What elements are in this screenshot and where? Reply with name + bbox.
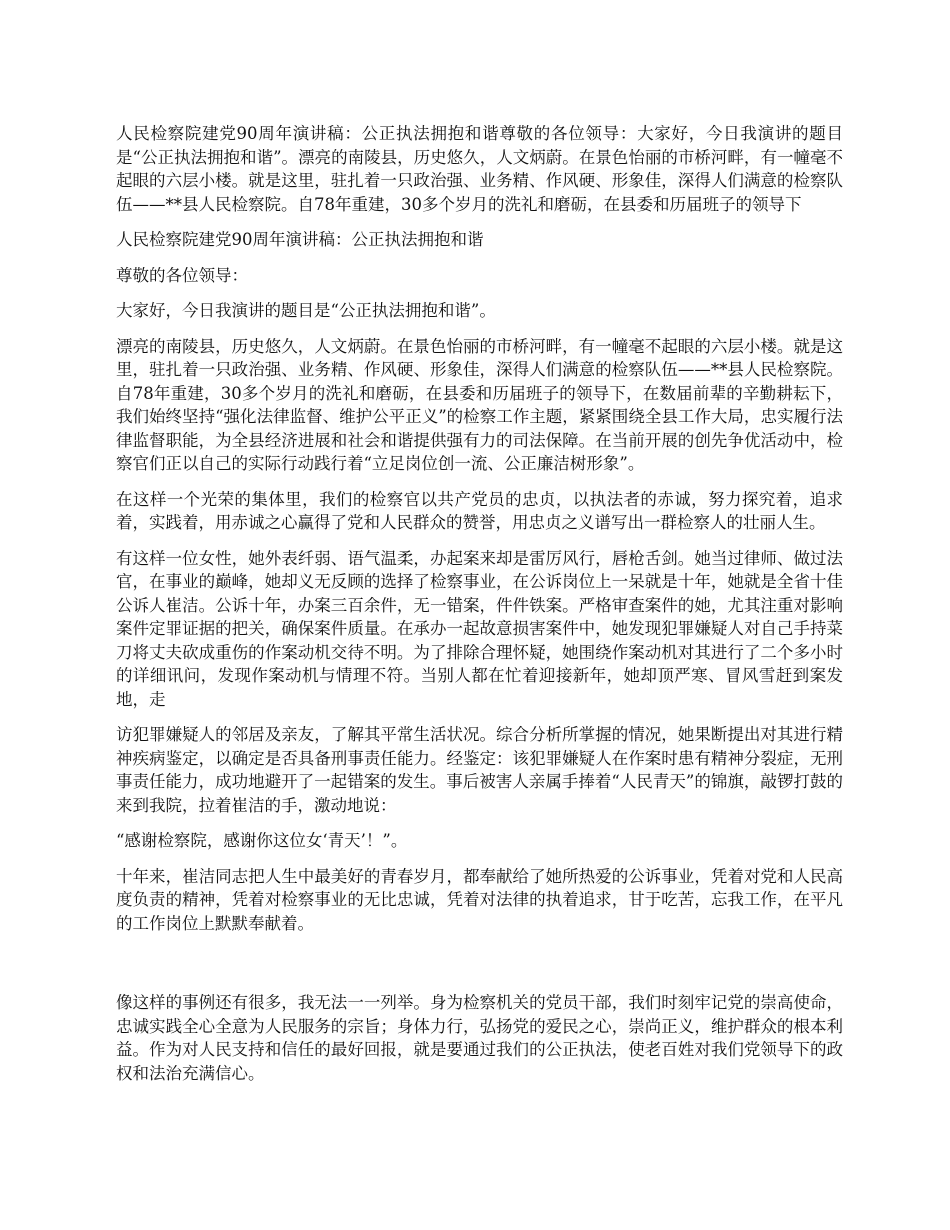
salutation: 尊敬的各位领导： [116, 265, 248, 285]
intro-paragraph: 人民检察院建党90周年演讲稿：公正执法拥抱和谐尊敬的各位领导：大家好，今日我演讲的题目是“公正执法拥抱和谐”。漂亮的南陵县，历史悠久，人文炳蔚。在景色怡丽的市桥河畔，有一幢毫不起眼的六层小楼。就是这里，驻扎着一只政治强、业务精、作风硬、形象佳，深得人们满意的检察队伍——**县人民检察院。自78年重建，30多个岁月的洗礼和磨砺，在县委和历届班子的领导下 [116, 124, 843, 214]
body-paragraph: 在这样一个光荣的集体里，我们的检察官以共产党员的忠贞，以执法者的赤诚，努力探究着，追求着，实践着，用赤诚之心赢得了党和人民群众的赞誉，用忠贞之义谱写出一群检察人的壮丽人生。 [116, 489, 843, 532]
closing-paragraph: 像这样的事例还有很多，我无法一一列举。身为检察机关的党员干部，我们时刻牢记党的崇高使命，忠诚实践全心全意为人民服务的宗旨；身体力行，弘扬党的爱民之心，崇尚正义，维护群众的根本利益。作为对人民支持和信任的最好回报，就是要通过我们的公正执法，使老百姓对我们党领导下的政权和法治充满信心。 [116, 993, 843, 1083]
body-paragraph: 有这样一位女性，她外表纤弱、语气温柔，办起案来却是雷厉风行，唇枪舌剑。她当过律师、做过法官，在事业的巅峰，她却义无反顾的选择了检察事业，在公诉岗位上一呆就是十年，她就是全省十佳公诉人崔洁。公诉十年，办案三百余件，无一错案，件件铁案。严格审查案件的她，尤其注重对影响案件定罪证据的把关，确保案件质量。在承办一起故意损害案件中，她发现犯罪嫌疑人对自己手持菜刀将丈夫砍成重伤的作案动机交待不明。为了排除合理怀疑，她围绕作案动机对其进行了二个多小时的详细讯问，发现作案动机与情理不符。当别人都在忙着迎接新年，她却顶严寒、冒风雪赶到案发地，走 [116, 548, 843, 709]
document-body [116, 122, 843, 1097]
body-paragraph: 漂亮的南陵县，历史悠久，人文炳蔚。在景色怡丽的市桥河畔，有一幢毫不起眼的六层小楼。就是这里，驻扎着一只政治强、业务精、作风硬、形象佳，深得人们满意的检察队伍——**县人民检察院。自78年重建，30多个岁月的洗礼和磨砺，在县委和历届班子的领导下，在数届前辈的辛勤耕耘下，我们始终坚持“强化法律监督、维护公平正义”的检察工作主题，紧紧围绕全县工作大局，忠实履行法律监督职能，为全县经济进展和社会和谐提供强有力的司法保障。在当前开展的创先争优活动中，检察官们正以自己的实际行动践行着“立足岗位创一流、公正廉洁树形象”。 [116, 336, 843, 473]
body-paragraph: 十年来，崔洁同志把人生中最美好的青春岁月，都奉献给了她所热爱的公诉事业，凭着对党和人民高度负责的精神，凭着对检察事业的无比忠诚，凭着对法律的执着追求，甘于吃苦，忘我工作，在平凡的工作岗位上默默奉献着。 [116, 866, 843, 933]
paragraph-gap [116, 947, 843, 991]
document-title: 人民检察院建党90周年演讲稿：公正执法拥抱和谐 [116, 230, 484, 249]
body-paragraph: 访犯罪嫌疑人的邻居及亲友，了解其平常生活状况。综合分析所掌握的情况，她果断提出对其进行精神疾病鉴定，以确定是否具备刑事责任能力。经鉴定：该犯罪嫌疑人在作案时患有精神分裂症，无刑事责任能力，成功地避开了一起错案的发生。事后被害人亲属手捧着“人民青天”的锦旗，敲锣打鼓的来到我院，拉着崔洁的手，激动地说： [116, 725, 843, 815]
quote-paragraph: “感谢检察院，感谢你这位女‘青天’！”。 [116, 831, 408, 850]
greeting-paragraph: 大家好，今日我演讲的题目是“公正执法拥抱和谐”。 [116, 301, 496, 320]
